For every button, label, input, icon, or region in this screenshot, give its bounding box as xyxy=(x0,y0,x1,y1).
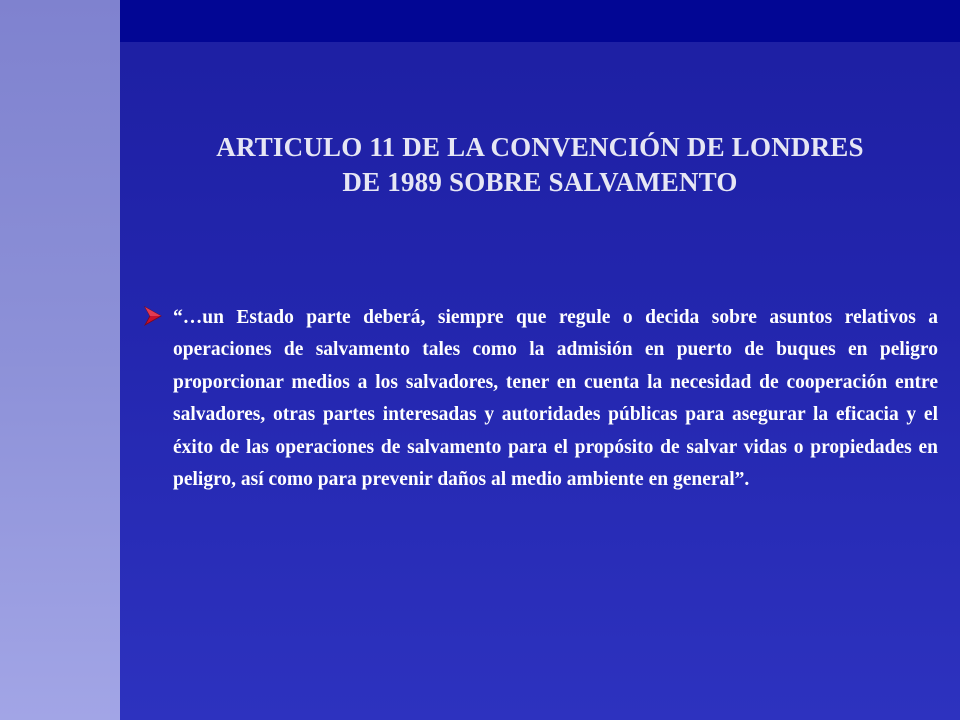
bullet-text: “…un Estado parte deberá, siempre que regule o decida sobre asuntos relativos a operaciones de salvamento tales como la admisión en puerto de buques en peligro proporcionar medios a los salvadores, tener en cuenta la necesidad de cooperación entre salvadores, otras partes interesadas y autoridades públicas para asegurar la eficacia y el éxito de las operaciones de salvamento para el propósito de salvar vidas o propiedades en peligro, así como para prevenir daños al medio ambiente en general”. xyxy=(173,307,938,491)
arrow-bullet-icon xyxy=(143,306,163,326)
slide-title xyxy=(120,130,960,200)
slide-title-line-1: ARTICULO 11 DE LA CONVENCIÓN DE LONDRES xyxy=(216,132,864,162)
bullet-item xyxy=(143,302,938,496)
left-decorative-stripe xyxy=(0,0,120,720)
top-decorative-band xyxy=(120,0,960,42)
slide-title-line-2: DE 1989 SOBRE SALVAMENTO xyxy=(342,167,738,197)
